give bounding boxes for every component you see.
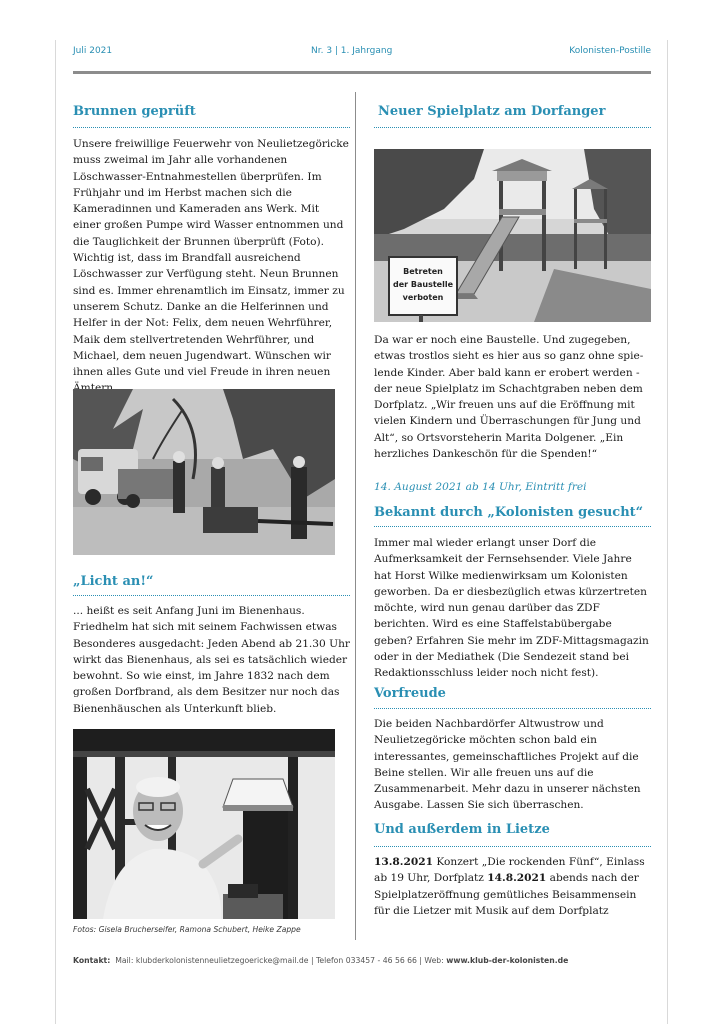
sign-text-line1: Betreten [403,267,443,276]
header-date: Juli 2021 [73,46,113,56]
photo-credit: Fotos: Gisela Brucherseifer, Ramona Schubert, Heike Zappe [73,925,301,934]
sign-text-line2: der Baustelle [393,280,453,289]
article-title-licht: „Licht an!“ [73,574,154,589]
header-rule [73,71,651,74]
article-text-vorfreude [374,716,651,814]
event-list [374,854,651,919]
page-footer [73,956,651,965]
title-underline [374,127,651,128]
header-issue: Nr. 3 | 1. Jahrgang [311,46,393,56]
article-paragraph: ... heißt es seit Anfang Juni im Bienenhaus. Friedhelm hat sich mit seinem Fachwissen etwas Besonderes ausgedacht: Jeden Abend ab 21.30 Uhr wirkt das Bienenhaus, als sei es tatsächlich wieder bewohnt. So wie einst, im Jahre 1832 nach dem großen Dorfbrand, als dem Besitzer nur noch das Bienenhäuschen als Unterkunft blieb. [73,605,350,715]
article-title-vorfreude: Vorfreude [374,686,446,701]
page-header [73,46,651,60]
title-underline [374,846,651,847]
event-date-note: 14. August 2021 ab 14 Uhr, Eintritt frei [374,481,587,493]
title-underline [374,526,651,527]
photo-firefighters-pump [73,389,335,555]
article-paragraph: Da war er noch eine Baustelle. Und zugegeben, etwas trostlos sieht es hier aus so ganz ohne spie-lende Kinder. Aber bald kann er erobert werden - der neue Spielplatz im Schachtgraben neben dem Dorfplatz. „Wir freuen uns auf die Eröffnung mit vielen Kindern und Überraschungen für Jung und Alt“, so Ortsvorsteherin Marita Dolgener. „Ein herzliches Dankeschön für die Spenden!“ [374,334,644,461]
title-underline [374,708,651,709]
page-margin-line-left [55,40,56,1024]
header-publication: Kolonisten-Postille [569,46,651,56]
event-date: 13.8.2021 [374,856,433,868]
event-description: abends nach der Spielplatzeröffnung gemütliches Beisammensein für die Lietzer mit Musik auf dem Dorfplatz [374,872,639,917]
event-description: Konzert „Die rockenden Fünf“, Einlass ab 19 Uhr, Dorfplatz [374,856,645,885]
article-paragraph: Die beiden Nachbardörfer Altwustrow und Neulietzegöricke möchten schon bald ein interessantes, gemeinschaftliches Projekt auf die Beine stellen. Wir alle freuen uns auf die Zusammenarbeit. Mehr dazu in unserer nächsten Ausgabe. Lassen Sie sich überraschen. [374,718,641,812]
article-title-brunnen: Brunnen geprüft [73,104,196,119]
page-margin-line-right [667,40,668,1024]
photo-spielplatz-baustelle [374,149,651,322]
sign-text-line3: verboten [402,293,444,302]
column-divider [355,92,356,940]
title-underline [73,127,350,128]
article-title-bekannt: Bekannt durch „Kolonisten gesucht“ [374,505,644,520]
footer-website-link[interactable]: www.klub-der-kolonisten.de [446,956,569,965]
article-title-spielplatz: Neuer Spielplatz am Dorfanger [378,104,606,119]
photo-bienenhaus-man [73,729,335,919]
article-text-brunnen [73,136,350,397]
footer-label: Kontakt: [73,956,111,965]
footer-contact: Mail: klubderkolonistenneulietzegoericke@mail.de | Telefon 033457 - 46 56 66 | Web: [115,956,444,965]
article-text-bekannt [374,535,651,682]
article-text-licht [73,603,350,717]
article-paragraph: Unsere freiwillige Feuerwehr von Neulietzegöricke muss zweimal im Jahr alle vorhandenen Löschwasser-Entnahmestellen überprüfen. Im Frühjahr und im Herbst machen sich die Kameradinnen und Kameraden ans Werk. Mit einer großen Pumpe wird Wasser entnommen und die Tauglichkeit der Brunnen überprüft (Foto). Wichtig ist, dass im Brandfall ausreichend Löschwasser zur Verfügung steht. Neun Brunnen sind es. Immer ehrenamtlich im Einsatz, immer zu unserem Schutz. Danke an die Helferinnen und Helfer in der Not: Felix, dem neuen Wehrführer, Maik dem stellvertretenden Wehrführer, und Michael, dem neuen Jugendwart. Wünschen wir ihnen alles Gute und viel Freude in ihren neuen [73,138,349,379]
article-title-ausserdem: Und außerdem in Lietze [374,822,550,837]
event-item [374,854,651,919]
title-underline [73,595,350,596]
event-date: 14.8.2021 [487,872,547,885]
article-text-spielplatz [374,332,651,462]
article-paragraph: Immer mal wieder erlangt unser Dorf die Aufmerksamkeit der Fernsehsender. Viele Jahre hat Horst Wilke medienwirksam um Kolonisten geworben. Da er diesbezüglich etwas kürzertreten möchte, wird nun genau darüber das ZDF berichten. Wird es eine Staffelstabübergabe geben? Erfahren Sie mehr im ZDF-Mittagsmagazin oder in der Mediathek (Die Sendezeit stand bei Redaktionsschluss leider noch nicht fest). [374,537,649,680]
